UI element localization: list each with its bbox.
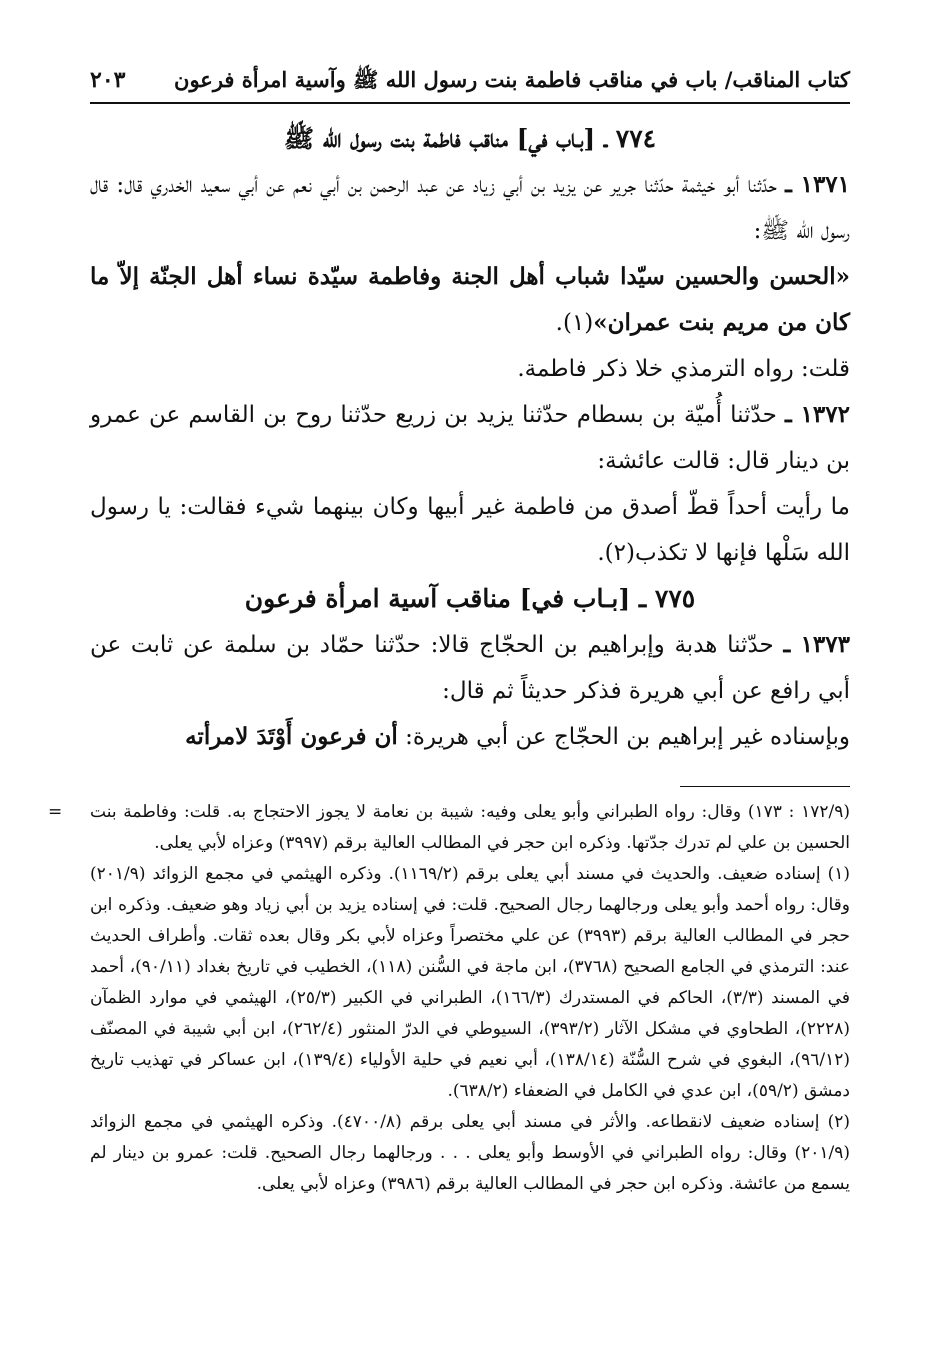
footnote-1: (١) إسناده ضعيف. والحديث في مسند أبي يعلى برقم (١١٦٩/٢). وذكره الهيثمي في مجمع الزوائد (٢٠١/٩) وقال: رواه أحمد وأبو يعلى ورجالهما رجال الصحيح. قلت: في إسناده يزيد بن أبي زياد وهو ضعيف. وذكره ابن حجر في المطالب العالية برقم (٣٩٩٣) عن علي مختصراً وعزاه لأبي بكر وقال بعده ثقات. وأطراف الحديث عند: الترمذي في الجامع الصحيح (٣٧٦٨)، ابن ماجة في السُّنن (١١٨)، الخطيب في تاريخ بغداد (٩٠/١١)، أحمد في المسند (٣/٣)، الحاكم في المستدرك (١٦٦/٣)، الطبراني في الكبير (٢٥/٣)، الهيثمي في موارد الظمآن (٢٢٢٨)، الطحاوي في مشكل الآثار (٣٩٣/٢)، السيوطي في الدرّ المنثور (٢٦٢/٤)، ابن أبي شيبة في المصنّف (٩٦/١٢)، البغوي في شرح السُّنّة (١٣٨/١٤)، أبي نعيم في حلية الأولياء (١٣٩/٤)، ابن عساكر في تهذيب تاريخ دمشق (٥٩/٢)، ابن عدي في الكامل في الضعفاء (٦٣٨/٢). bbox=[90, 864, 850, 1101]
continuation-marker: = bbox=[48, 802, 63, 822]
hadith-1371-isnad: حدّثنا أبو خيثمة حدّثنا جرير عن يزيد بن أبي زياد عن عبد الرحمن بن أبي نعم عن أبي سعيد الخدري قال: قال رسول الله ﷺ: bbox=[90, 172, 850, 244]
header-rule bbox=[90, 102, 850, 104]
hadith-1373-continuation bbox=[90, 714, 850, 760]
note-1371: قلت: رواه الترمذي خلا ذكر فاطمة. bbox=[517, 356, 850, 382]
chapter-heading-774: ٧٧٤ ـ [بـاب في] مناقب فاطمة بنت رسول الله ﷺ bbox=[283, 124, 657, 153]
hadith-1373-matn: أن فرعون أَوْتَدَ لامرأته bbox=[185, 723, 398, 750]
hadith-1372-isnad: حدّثنا أُميّة بن بسطام حدّثنا يزيد بن زريع حدّثنا روح بن القاسم عن عمرو بن دينار قال: قالت عائشة: bbox=[90, 402, 850, 474]
book-page bbox=[48, 60, 851, 1200]
hadith-number-1372: ١٣٧٢ ـ bbox=[784, 401, 850, 428]
hadith-1371-text bbox=[90, 254, 850, 346]
hadith-1371 bbox=[90, 162, 850, 254]
hadith-1372-matn: ما رأيت أحداً قطّ أصدق من فاطمة غير أبيها وكان بينهما شيء فقالت: يا رسول الله سَلْها فإنها لا تكذب bbox=[90, 494, 850, 566]
footnote-continued bbox=[48, 797, 850, 859]
footnote-2: (٢) إسناده ضعيف لانقطاعه. والأثر في مسند أبي يعلى برقم (٤٧٠٠/٨). وذكره الهيثمي في مجمع الزوائد (٢٠١/٩) وقال: رواه الطبراني في الأوسط وأبو يعلى . . . ورجالهما رجال الصحيح. قلت: عمرو بن دينار لم يسمع من عائشة. وذكره ابن حجر في المطالب العالية برقم (٣٩٨٦) وعزاه لأبي يعلى. bbox=[90, 1112, 850, 1194]
hadith-1373-isnad: حدّثنا هدبة وإبراهيم بن الحجّاج قالا: حدّثنا حمّاد بن سلمة عن ثابت عن أبي رافع عن أبي هريرة فذكر حديثاً ثم قال: bbox=[90, 632, 850, 704]
page-number: ٢٠٣ bbox=[90, 67, 126, 93]
footnote-continued-text: (١٧٢/٩ : ١٧٣) وقال: رواه الطبراني وأبو يعلى وفيه: شيبة بن نعامة لا يجوز الاحتجاج به. قلت: وفاطمة بنت الحسين بن علي لم تدرك جدّتها. وذكره ابن حجر في المطالب العالية برقم (٣٩٩٧) وعزاه لأبي يعلى. bbox=[90, 802, 850, 853]
hadith-number-1373: ١٣٧٣ ـ bbox=[783, 631, 850, 658]
hadith-number-1371: ١٣٧١ ـ bbox=[785, 171, 851, 198]
footnote-ref-1: (١). bbox=[555, 310, 594, 336]
hadith-1373 bbox=[90, 622, 850, 714]
hadith-1371-matn: «الحسن والحسين سيّدا شباب أهل الجنة وفاطمة سيّدة نساء أهل الجنّة إلاّ ما كان من مريم بنت عمران» bbox=[90, 263, 850, 336]
hadith-1372 bbox=[90, 392, 850, 484]
footnotes bbox=[48, 797, 850, 1200]
running-head bbox=[90, 60, 850, 100]
running-title: كتاب المناقب/ باب في مناقب فاطمة بنت رسول الله ﷺ وآسية امرأة فرعون bbox=[174, 67, 850, 92]
hadith-1373-cont: وبإسناده غير إبراهيم بن الحجّاج عن أبي هريرة: bbox=[405, 724, 850, 750]
hadith-1372-text bbox=[90, 484, 850, 576]
chapter-heading-775: ٧٧٥ ـ [بـاب في] مناقب آسية امرأة فرعون bbox=[244, 584, 696, 613]
main-text bbox=[90, 116, 850, 760]
footnote-separator bbox=[680, 786, 850, 787]
footnote-ref-2: (٢). bbox=[597, 540, 635, 566]
